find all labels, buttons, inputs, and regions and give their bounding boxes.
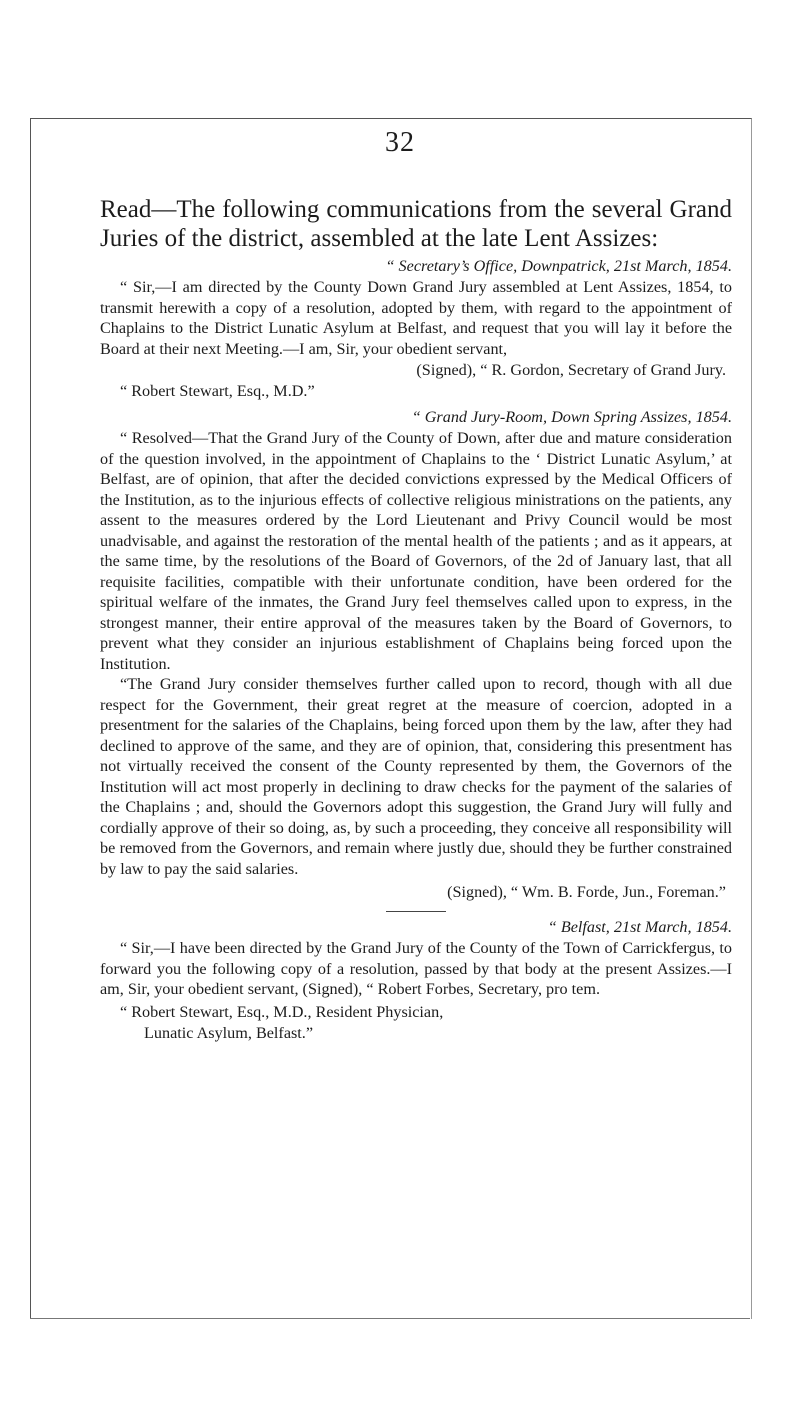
page-border-bottom [30,1318,750,1319]
page-number: 32 [385,127,415,158]
letter1-addressee: “ Robert Stewart, Esq., M.D.” [120,382,315,400]
section-divider [386,911,446,912]
letter1-body: “ Sir,—I am directed by the County Down Grand Jury assembled at Lent Assizes, 1854, to transmit herewith a copy of a resolution, adopted by them, with regard to the appointment of Chaplains to the District Lunatic Asylum at Belfast, and request that you will lay it before the Board at their next Meeting.—I am, Sir, your obedient servant, [100,278,732,358]
resolution-signature: (Signed), “ Wm. B. Forde, Jun., Foreman.” [447,883,726,901]
intro-heading: Read—The following communications from the several Grand Juries of the district, assembled at the late Lent Assizes: [100,196,732,252]
letter2-body: “ Sir,—I have been directed by the Grand Jury of the County of the Town of Carrickfergus, to forward you the following copy of a resolution, passed by that body at the present Assizes.—I am, Sir, your obedient servant, (Signed), “ Robert Forbes, Secretary, pro tem. [100,939,732,998]
resolution-dateline: “ Grand Jury-Room, Down Spring Assizes, 1854. [411,408,732,426]
resolution-paragraph-1: “ Resolved—That the Grand Jury of the County of Down, after due and mature consideration of the question involved, in the appointment of Chaplains to the ‘ District Lunatic Asylum,’ at Belfast, are of opinion, that after the decided convictions expressed by the Medical Officers of the Institution, as to the injurious effects of collective religious ministrations on the patients, any assent to the measures ordered by the Lord Lieutenant and Privy Council would be most unadvisable, and against the restoration of the mental health of the patients ; and as it appears, at the same time, by the resolutions of the Board of Governors, of the 2d of January last, that all requisite facilities, compatible with their unfortunate condition, have been ordered for the spiritual welfare of the inmates, the Grand Jury feel themselves called upon to express, in the strongest manner, their entire approval of the measures taken by the Board of Governors, to prevent what they consider an injurious establishment of Chaplains being forced upon the Institution. [100,429,732,673]
letter1-dateline: “ Secretary’s Office, Downpatrick, 21st March, 1854. [385,257,732,275]
letter2-addressee: “ Robert Stewart, Esq., M.D., Resident Physician, [120,1002,444,1021]
resolution-paragraph-2: “The Grand Jury consider themselves further called upon to record, though with all due respect for the Government, their great regret at the measure of coercion, adopted in a presentment for the salaries of the Chaplains, being forced upon them by the law, after they had declined to approve of the same, and they are of opinion, that, considering this presentment has not virtually received the consent of the County represented by them, the Governors of the Institution will act most properly in declining to draw checks for the payment of the salaries of the Chaplains ; and, should the Governors adopt this suggestion, the Grand Jury will fully and cordially approve of their so doing, as, by such a proceeding, they conceive all responsibility will be removed from the Governors, and remain where justly due, should they be further constrained by law to pay the said salaries. [100,675,732,878]
document-body [100,195,732,1044]
letter2-dateline: “ Belfast, 21st March, 1854. [547,918,732,936]
letter2-addressee-line2: Lunatic Asylum, Belfast.” [144,1023,314,1042]
letter1-signature: (Signed), “ R. Gordon, Secretary of Grand Jury. [416,361,726,379]
